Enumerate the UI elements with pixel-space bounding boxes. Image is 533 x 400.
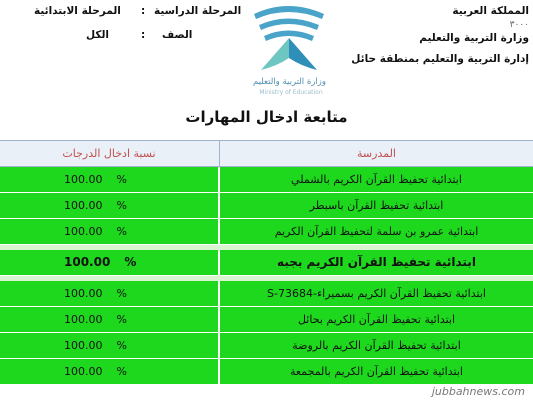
pct-unit: % xyxy=(116,287,127,300)
pct-cell xyxy=(0,167,218,192)
pct-value: 100.00 xyxy=(64,313,103,326)
faint-number: ٣٠٠٠ xyxy=(509,20,529,30)
pct-value: 100.00 xyxy=(64,225,103,238)
pct-value: 100.00 xyxy=(64,365,103,378)
table-row xyxy=(0,167,533,193)
table-row xyxy=(0,193,533,219)
pct-unit: % xyxy=(116,173,127,186)
table-row xyxy=(0,307,533,333)
pct-value: 100.00 xyxy=(64,339,103,352)
school-name: ابتدائية تحفيظ القرآن الكريم بالروضة xyxy=(219,333,533,358)
pct-cell xyxy=(0,333,218,358)
table-row xyxy=(0,250,533,276)
pct-cell xyxy=(0,359,218,384)
pct-cell xyxy=(0,281,218,306)
pct-value: 100.00 xyxy=(64,287,103,300)
grade-label: الصف xyxy=(162,29,193,41)
header-pct: نسبة ادخال الدرجات xyxy=(62,147,156,160)
pct-unit: % xyxy=(116,199,127,212)
grade-colon: : xyxy=(141,29,146,41)
grade-line xyxy=(34,29,194,53)
header-school: المدرسة xyxy=(219,141,533,166)
pct-unit: % xyxy=(116,339,127,352)
pct-value: 100.00 xyxy=(64,255,111,269)
pct-cell xyxy=(0,307,218,332)
logo-arabic-text: وزارة التربية والتعليم xyxy=(253,77,326,87)
kingdom-line: المملكة العربية xyxy=(452,5,529,17)
pct-value: 100.00 xyxy=(64,173,103,186)
page-title: متابعة ادخال المهارات xyxy=(185,108,348,126)
school-name: ابتدائية تحفيظ القرآن الكريم بجبه xyxy=(219,250,533,275)
pct-value: 100.00 xyxy=(64,199,103,212)
table-row xyxy=(0,219,533,245)
pct-unit: % xyxy=(116,225,127,238)
school-name: ابتدائية تحفيظ القرآن باسبطر xyxy=(219,193,533,218)
stage-colon: : xyxy=(141,5,146,17)
table-row xyxy=(0,333,533,359)
pct-cell xyxy=(0,219,218,244)
results-table xyxy=(0,140,533,385)
pct-unit: % xyxy=(124,255,137,269)
table-row xyxy=(0,359,533,385)
directorate-line: إدارة التربية والتعليم بمنطقة حائل xyxy=(351,53,529,65)
stage-label: المرحلة الدراسية xyxy=(154,5,242,17)
table-row xyxy=(0,281,533,307)
watermark: jubbahnews.com xyxy=(431,385,525,398)
school-name: ابتدائية تحفيظ القرآن الكريم بالشملي xyxy=(219,167,533,192)
header-right-info xyxy=(351,3,529,68)
header-left-info xyxy=(34,5,242,53)
ministry-line: وزارة التربية والتعليم xyxy=(419,32,529,44)
table-header-row xyxy=(0,140,533,167)
pct-cell xyxy=(0,250,218,275)
school-name: ابتدائية تحفيظ القرآن الكريم بالمجمعة xyxy=(219,359,533,384)
pct-cell xyxy=(0,193,218,218)
pct-unit: % xyxy=(116,313,127,326)
school-name: ابتدائية تحفيظ القرآن الكريم بحائل xyxy=(219,307,533,332)
pct-unit: % xyxy=(116,365,127,378)
school-name: ابتدائية عمرو بن سلمة لتحفيظ القرآن الكريم xyxy=(219,219,533,244)
school-name: ابتدائية تحفيظ القرآن الكريم بسميراء-S-73684 xyxy=(219,281,533,306)
grade-value: الكل xyxy=(86,29,110,41)
logo-english-text: Ministry of Education xyxy=(259,89,323,96)
stage-value: المرحلة الابتدائية xyxy=(34,5,121,17)
stage-line xyxy=(34,5,242,29)
